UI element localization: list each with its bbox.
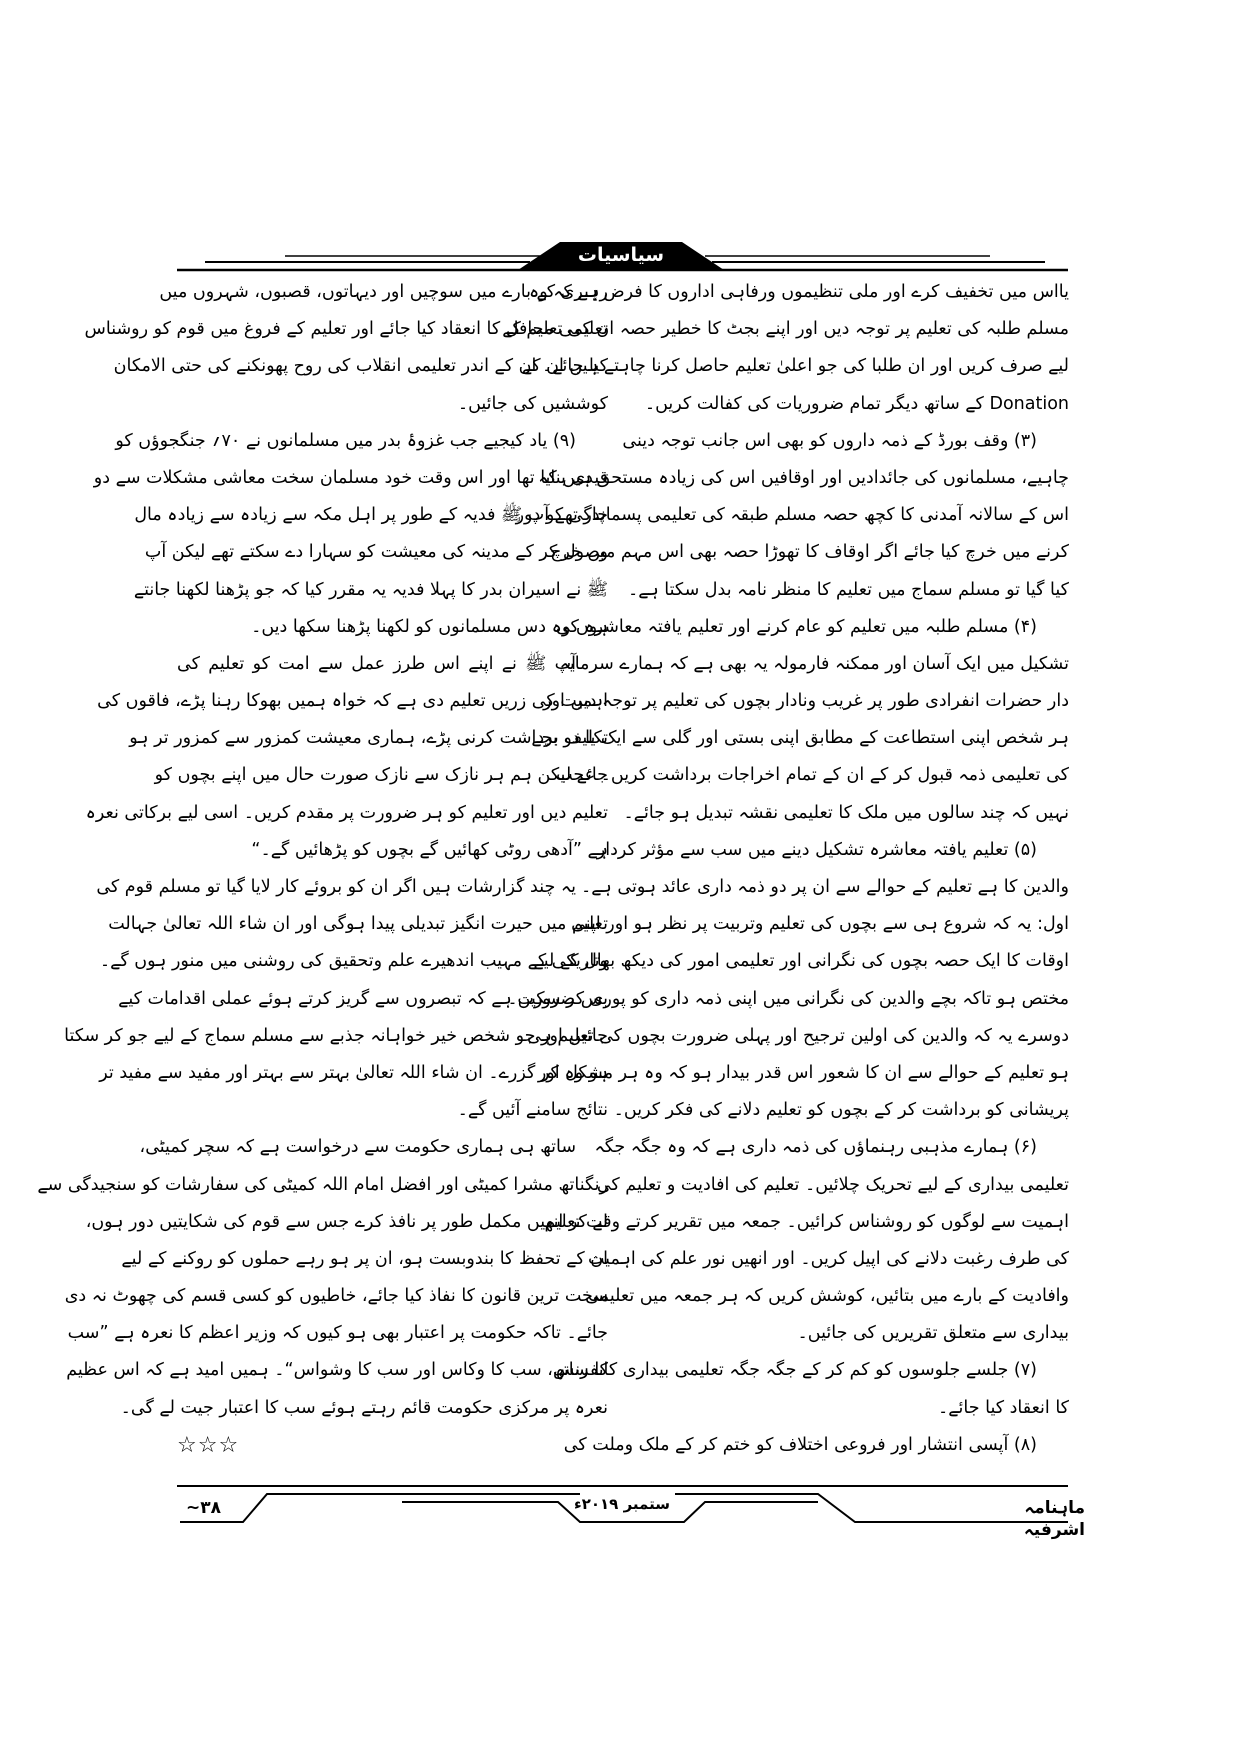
text-line: ہوں وہ دس مسلمانوں کو لکھنا پڑھنا سکھا دیں۔ bbox=[251, 616, 608, 637]
text-line: بیداری سے متعلق تقریریں کی جائیں۔ bbox=[797, 1323, 1069, 1344]
text-line: کی تعلیمی ذمہ قبول کر کے ان کے تمام اخراجات برداشت کریں۔ عجب bbox=[556, 765, 1069, 786]
paragraph bbox=[531, 609, 1069, 832]
text-line: چار تھے آپ ﷺ فدیہ کے طور پر اہل مکہ سے زیادہ سے زیادہ مال bbox=[134, 505, 608, 526]
text-line: ساتھ ہی ہماری حکومت سے درخواست ہے کہ سچر کمیٹی، bbox=[139, 1137, 576, 1158]
text-line: (۳) وقف بورڈ کے ذمہ داروں کو بھی اس جانب توجہ دینی bbox=[622, 430, 1037, 451]
text-line: مختص ہو تاکہ بچے والدین کی نگرانی میں اپنی ذمہ داری کو پوری کر سکیں۔ bbox=[507, 988, 1069, 1009]
text-line: اہمیت سے لوگوں کو روشناس کرائیں۔ جمعہ میں تقریر کرتے وقت تعلیم bbox=[544, 1211, 1069, 1232]
text-line: کا انعقاد کیا جائے۔ bbox=[938, 1397, 1069, 1418]
text-line: کیا جائے۔ ان کے اندر تعلیمی انقلاب کی روح پھونکنے کی حتی الامکان bbox=[113, 356, 608, 377]
paragraph bbox=[93, 423, 608, 646]
article-column-left bbox=[37, 274, 608, 1464]
text-line: لیے صرف کریں اور ان طلبا کی جو اعلیٰ تعلیم حاصل کرنا چاہتے ہیں ان کے bbox=[522, 356, 1069, 377]
issue-date: ستمبر ۲۰۱۹ء bbox=[574, 1495, 670, 1513]
text-line: پریشانی کو برداشت کر کے بچوں کو تعلیم دلانے کی فکر کریں۔ bbox=[613, 1100, 1069, 1121]
text-line: وتاریکی کے مہیب اندھیرے علم وتحقیق کی روشنی میں منور ہوں گے۔ bbox=[99, 951, 608, 972]
text-line: Donation کے ساتھ دیگر تمام ضروریات کی کفالت کریں۔ bbox=[644, 393, 1069, 414]
paragraph bbox=[563, 1427, 1069, 1464]
text-line: کوششیں کی جائیں۔ bbox=[457, 393, 608, 414]
text-line: دار حضرات انفرادی طور پر غریب ونادار بچوں کی تعلیم پر توجہ دیں اور bbox=[543, 691, 1069, 712]
text-line: لے کر انھیں مکمل طور پر نافذ کرے جس سے قوم کی شکایتیں دور ہوں، bbox=[85, 1211, 608, 1232]
section-title: سیاسیات bbox=[577, 244, 665, 266]
text-line: اوقات کا ایک حصہ بچوں کی نگرانی اور تعلیمی امور کی دیکھ بھال کے لیے bbox=[533, 951, 1069, 972]
text-line: کی طرف رغبت دلانے کی اپیل کریں۔ اور انھیں نور علم کی اہمیت bbox=[587, 1248, 1069, 1269]
text-line: وافادیت کے بارے میں بتائیں، کوشش کریں کہ ہر جمعہ میں تعلیمی bbox=[585, 1286, 1069, 1307]
text-line: جائیں اور جو شخص خیر خواہانہ جذبے سے مسلم سماج کے لیے جو کر سکتا bbox=[64, 1025, 608, 1046]
text-line: نتائج سامنے آئیں گے۔ bbox=[457, 1100, 608, 1121]
paragraph bbox=[507, 832, 1069, 1018]
text-line: تشکیل میں ایک آسان اور ممکنہ فارمولہ یہ بھی ہے کہ ہمارے سرمایہ bbox=[559, 653, 1069, 674]
text-line: اول: یہ کہ شروع ہی سے بچوں کی تعلیم وتربیت پر نظر ہو اور اپنی bbox=[571, 914, 1069, 935]
text-line: (۶) ہمارے مذہبی رہنماؤں کی ذمہ داری ہے کہ وہ جگہ جگہ bbox=[594, 1137, 1037, 1158]
text-line: دوسرے یہ کہ والدین کی اولین ترجیح اور پہلی ضرورت بچوں کی تعلیم ہی bbox=[527, 1025, 1069, 1046]
paragraph bbox=[544, 1129, 1069, 1352]
text-line: چاہیے، مسلمانوں کی جائدادیں اور اوقافیں اس کی زیادہ مستحق ہیں کہ bbox=[538, 467, 1069, 488]
text-line: (۷) جلسے جلوسوں کو کم کر کے جگہ جگہ تعلیمی بیداری کانفرنس bbox=[553, 1360, 1037, 1381]
text-line: مسلم طلبہ کی تعلیم پر توجہ دیں اور اپنے بجٹ کا خطیر حصہ ان کی تعلیم کے bbox=[502, 319, 1069, 340]
text-line: ہے ”آدھی روٹی کھائیں گے بچوں کو پڑھائیں گے۔“ bbox=[251, 839, 608, 860]
text-line: ان کے تحفظ کا بندوبست ہو، ان پر ہو رہے حملوں کو روکنے کے لیے bbox=[121, 1248, 608, 1269]
text-line: رہبری کے بارے میں سوچیں اور دیہاتوں، قصبوں، شہروں میں bbox=[159, 282, 608, 302]
text-line: اہمیت کی زریں تعلیم دی ہے کہ خواہ ہمیں بھوکا رہنا پڑے، فاقوں کی bbox=[97, 691, 608, 712]
end-of-article-stars: ☆☆☆ bbox=[177, 1432, 240, 1458]
text-line: ہر شخص اپنی استطاعت کے مطابق اپنی بستی اور گلی سے ایک یا دو بچے bbox=[531, 728, 1069, 749]
paragraph bbox=[64, 981, 608, 1130]
text-line: یااس میں تخفیف کرے اور ملی تنظیموں ورفاہی اداروں کا فرض ہے کہ وہ bbox=[528, 282, 1069, 302]
text-line: کرنے میں خرچ کیا جائے اگر اوقاف کا تھوڑا حصہ بھی اس مہم میں خرچ bbox=[550, 542, 1069, 563]
text-line: ہو وہ کر گزرے۔ ان شاء اللہ تعالیٰ بہتر سے بہتر اور مفید سے مفید تر bbox=[99, 1062, 608, 1083]
paragraph bbox=[37, 1129, 608, 1427]
text-line: بس ضرورت ہے کہ تبصروں سے گریز کرتے ہوئے عملی اقدامات کیے bbox=[118, 988, 608, 1009]
text-line: ﷺ نے اسیران بدر کا پہلا فدیہ یہ مقرر کیا کہ جو پڑھنا لکھنا جانتے bbox=[133, 579, 608, 600]
text-line: (۴) مسلم طلبہ میں تعلیم کو عام کرنے اور تعلیم یافتہ معاشرہ کی bbox=[555, 616, 1037, 637]
text-line: کیا گیا تو مسلم سماج میں تعلیم کا منظر نامہ بدل سکتا ہے۔ bbox=[627, 579, 1069, 600]
text-line: تعلیم دیں اور تعلیم کو ہر ضرورت پر مقدم کریں۔ اسی لیے برکاتی نعرہ bbox=[85, 802, 608, 823]
text-line: (۵) تعلیم یافتہ معاشرہ تشکیل دینے میں سب سے مؤثر کردار bbox=[596, 839, 1037, 860]
paragraph bbox=[96, 869, 608, 981]
paragraph bbox=[85, 646, 608, 869]
text-line: تعلیم میں حیرت انگیز تبدیلی پیدا ہوگی اور ان شاء اللہ تعالیٰ جہالت bbox=[108, 914, 608, 935]
text-line: نہیں کہ چند سالوں میں ملک کا تعلیمی نقشہ تبدیل ہو جائے۔ bbox=[623, 802, 1069, 823]
text-line: سخت ترین قانون کا نفاذ کیا جائے، خاطیوں کو کسی قسم کی چھوٹ نہ دی bbox=[64, 1286, 608, 1307]
text-line: رنگناتھ مشرا کمیٹی اور افضل امام اللہ کمیٹی کی سفارشات کو سنجیدگی سے bbox=[37, 1174, 608, 1195]
text-line: آپ ﷺ نے اپنے اس طرز عمل سے امت کو تعلیم کی bbox=[177, 653, 576, 674]
page-number: ۳۸~ bbox=[186, 1498, 222, 1518]
paragraph bbox=[515, 423, 1069, 609]
text-line: قیدی بنایا تھا اور اس وقت خود مسلمان سخت معاشی مشکلات سے دو bbox=[93, 467, 608, 488]
text-line: (۹) یاد کیجیے جب غزوۂ بدر میں مسلمانوں نے ۷۰؍ جنگجوؤں کو bbox=[115, 430, 576, 451]
text-line: جائے۔ تاکہ حکومت پر اعتبار بھی ہو کیوں کہ وزیر اعظم کا نعرہ ہے ”سب bbox=[67, 1323, 608, 1344]
text-line: تعلیمی محافل کا انعقاد کیا جائے اور تعلیم کے فروغ میں قوم کو روشناس bbox=[84, 319, 608, 340]
text-line: ہو تعلیم کے حوالے سے ان کا شعور اس قدر بیدار ہو کہ وہ ہر مشکل اور bbox=[537, 1062, 1069, 1083]
text-line: تعلیمی بیداری کے لیے تحریک چلائیں۔ تعلیم کی افادیت و تعلیم کی bbox=[596, 1174, 1069, 1195]
text-line: جائے لیکن ہم ہر نازک سے نازک صورت حال میں اپنے بچوں کو bbox=[154, 765, 608, 786]
text-line: اس کے سالانہ آمدنی کا کچھ حصہ مسلم طبقہ کی تعلیمی پسماندگی کو دور bbox=[515, 505, 1069, 526]
text-line: کا ساتھ، سب کا وکاس اور سب کا وشواس“۔ ہمیں امید ہے کہ اس عظیم bbox=[66, 1360, 608, 1381]
paragraph bbox=[553, 1352, 1069, 1426]
text-line: یہ چند گزارشات ہیں اگر ان کو بروئے کار لایا گیا تو مسلم قوم کی bbox=[96, 877, 576, 897]
text-line: تکلیف برداشت کرنی پڑے، ہماری معیشت کمزور سے کمزور تر ہو bbox=[129, 728, 608, 749]
paragraph bbox=[84, 274, 608, 423]
text-line: وصول کر کے مدینہ کی معیشت کو سہارا دے سکتے تھے لیکن آپ bbox=[144, 542, 608, 563]
magazine-name: ماہنامہ اشرفیہ bbox=[1023, 1498, 1085, 1540]
text-line: (۸) آپسی انتشار اور فروعی اختلاف کو ختم کر کے ملک وملت کی bbox=[563, 1434, 1037, 1455]
text-line: والدین کا ہے تعلیم کے حوالے سے ان پر دو ذمہ داری عائد ہوتی ہے۔ bbox=[581, 877, 1069, 897]
text-line: نعرہ پر مرکزی حکومت قائم رہتے ہوئے سب کا اعتبار جیت لے گی۔ bbox=[120, 1397, 608, 1418]
